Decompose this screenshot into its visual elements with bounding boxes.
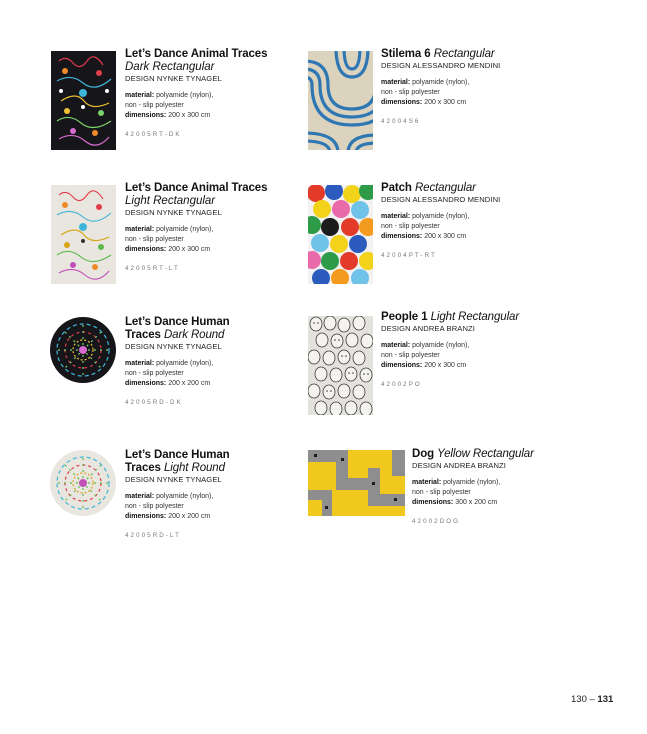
material-value-2: non - slip polyester <box>381 89 440 97</box>
material-label: material: <box>381 342 411 349</box>
dimensions-value: 200 x 200 cm <box>168 513 211 521</box>
product-info <box>381 48 551 125</box>
product-variant: Light Rectangular <box>430 311 520 323</box>
product-specs <box>381 341 551 372</box>
material-label: material: <box>125 493 155 500</box>
product-info <box>125 449 295 539</box>
product-name-text: Let’s Dance Human Traces <box>125 316 230 341</box>
product-info <box>412 448 572 525</box>
material-label: material: <box>125 92 155 99</box>
dimensions-label: dimensions: <box>412 499 454 507</box>
material-value-2: non - slip polyester <box>381 352 440 360</box>
product-code: 42002DOG <box>412 517 461 525</box>
product-code: 42005RD-DK <box>125 398 183 406</box>
material-value: polyamide (nylon), <box>156 226 214 233</box>
material-label: material: <box>125 360 155 367</box>
dimensions-value: 200 x 300 cm <box>168 246 211 254</box>
dimensions-label: dimensions: <box>125 112 167 120</box>
rug-image-animal-traces-light <box>51 185 116 284</box>
product-specs <box>381 212 551 243</box>
material-label: material: <box>381 79 411 86</box>
material-value-2: non - slip polyester <box>412 489 471 497</box>
material-label: material: <box>125 226 155 233</box>
rug-image-animal-traces-dark <box>51 51 116 150</box>
product-code: 42005RT-DK <box>125 130 182 138</box>
product-code: 42004PT-RT <box>381 251 437 259</box>
product-name <box>381 182 551 195</box>
material-value: polyamide (nylon), <box>412 79 470 86</box>
product-specs <box>125 225 295 256</box>
product-code: 42002PO <box>381 380 422 388</box>
rug-image-human-traces-light-round <box>50 450 116 516</box>
rug-image-stilema-6 <box>308 51 373 150</box>
dimensions-label: dimensions: <box>381 99 423 107</box>
dimensions-value: 200 x 200 cm <box>168 380 211 388</box>
page-number-left: 130 – <box>571 694 595 705</box>
product-name: Let’s Dance Animal Traces <box>125 182 268 194</box>
dimensions-value: 200 x 300 cm <box>168 112 211 120</box>
product-name <box>381 311 551 324</box>
product-name-text: People 1 <box>381 311 428 323</box>
product-variant: Dark Rectangular <box>125 61 215 73</box>
product-name: Let’s Dance Animal Traces <box>125 48 268 60</box>
material-value-2: non - slip polyester <box>125 503 184 511</box>
product-name-text: Stilema 6 <box>381 48 431 60</box>
product-variant: Yellow Rectangular <box>437 448 534 460</box>
material-value: polyamide (nylon), <box>412 213 470 220</box>
dimensions-label: dimensions: <box>125 246 167 254</box>
dimensions-label: dimensions: <box>125 513 167 521</box>
product-designer: DESIGN NYNKE TYNAGEL <box>125 342 222 351</box>
product-name <box>125 316 245 342</box>
product-specs <box>125 91 295 122</box>
material-label: material: <box>412 479 442 486</box>
product-name-text: Patch <box>381 182 412 194</box>
product-variant: Rectangular <box>414 182 476 194</box>
page-number <box>571 694 613 705</box>
product-designer: DESIGN NYNKE TYNAGEL <box>125 475 222 484</box>
product-variant: Dark Round <box>163 329 225 341</box>
material-value: polyamide (nylon), <box>443 479 501 486</box>
product-designer: DESIGN NYNKE TYNAGEL <box>125 74 222 83</box>
product-info <box>381 311 551 388</box>
product-name <box>412 448 572 461</box>
product-code: 42005RD-LT <box>125 531 181 539</box>
material-value: polyamide (nylon), <box>156 360 214 367</box>
product-name-text: Dog <box>412 448 435 460</box>
dimensions-label: dimensions: <box>125 380 167 388</box>
rug-image-patch <box>308 185 373 284</box>
product-designer: DESIGN ALESSANDRO MENDINI <box>381 61 501 70</box>
product-specs <box>412 478 572 509</box>
product-info <box>125 48 295 138</box>
product-name <box>381 48 551 61</box>
page-number-right: 131 <box>597 694 614 705</box>
dimensions-label: dimensions: <box>381 362 423 370</box>
product-name <box>125 449 245 475</box>
rug-image-dog-yellow <box>308 450 405 516</box>
dimensions-value: 200 x 300 cm <box>424 233 467 241</box>
product-designer: DESIGN ANDREA BRANZI <box>412 461 506 470</box>
product-designer: DESIGN NYNKE TYNAGEL <box>125 208 222 217</box>
product-info <box>381 182 551 259</box>
dimensions-label: dimensions: <box>381 233 423 241</box>
dimensions-value: 300 x 200 cm <box>455 499 498 507</box>
product-info <box>125 182 295 272</box>
product-info <box>125 316 295 406</box>
product-designer: DESIGN ALESSANDRO MENDINI <box>381 195 501 204</box>
material-value: polyamide (nylon), <box>412 342 470 349</box>
material-value-2: non - slip polyester <box>125 102 184 110</box>
product-variant: Light Round <box>163 462 225 474</box>
material-value: polyamide (nylon), <box>156 493 214 500</box>
product-name-text: Let’s Dance Human Traces <box>125 449 230 474</box>
rug-image-human-traces-dark-round <box>50 317 116 383</box>
product-variant: Light Rectangular <box>125 195 216 207</box>
product-variant: Rectangular <box>433 48 495 60</box>
material-value-2: non - slip polyester <box>125 236 184 244</box>
product-designer: DESIGN ANDREA BRANZI <box>381 324 475 333</box>
dimensions-value: 200 x 300 cm <box>424 362 467 370</box>
material-value-2: non - slip polyester <box>125 370 184 378</box>
product-code: 42005RT-LT <box>125 264 180 272</box>
material-value: polyamide (nylon), <box>156 92 214 99</box>
product-specs <box>381 78 551 109</box>
product-code: 42004S6 <box>381 117 421 125</box>
material-value-2: non - slip polyester <box>381 223 440 231</box>
dimensions-value: 200 x 300 cm <box>424 99 467 107</box>
material-label: material: <box>381 213 411 220</box>
product-specs <box>125 359 295 390</box>
product-specs <box>125 492 295 523</box>
rug-image-people-1 <box>308 316 373 415</box>
